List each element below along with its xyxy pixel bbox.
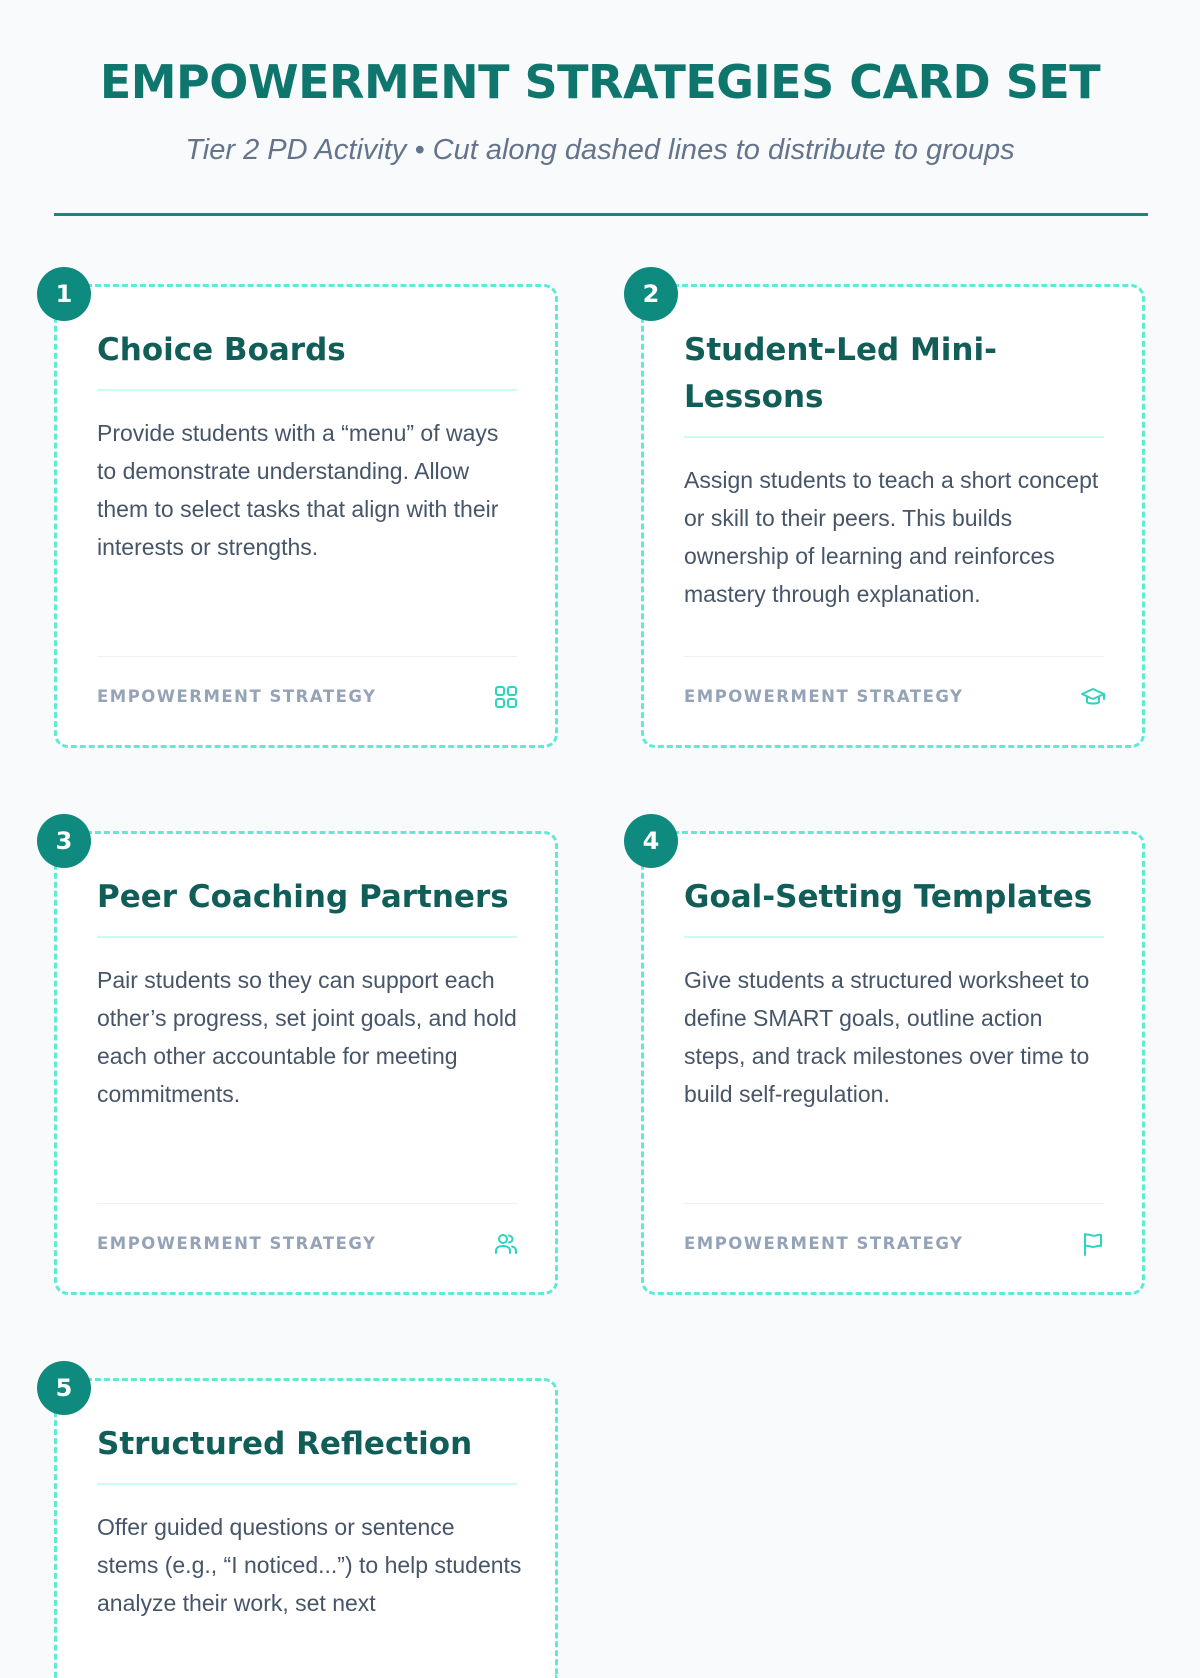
card-number-badge: 1 [37, 267, 91, 321]
strategy-card-2 [641, 280, 1145, 748]
card-number-badge: 3 [37, 814, 91, 868]
strategy-card-3 [54, 827, 558, 1295]
card-footer-divider [684, 1203, 1104, 1204]
card-footer-divider [97, 656, 517, 657]
card-title: Structured Reflection [97, 1426, 473, 1462]
card-footer-divider [97, 1203, 517, 1204]
card-category-label: EMPOWERMENT STRATEGY [684, 687, 964, 706]
card-description: Provide students with a “menu” of ways to demonstrate understanding. Allow them to select tasks that align with their interests or strengths. [97, 420, 499, 560]
strategy-card-1 [54, 280, 558, 748]
flag-icon [1080, 1231, 1106, 1257]
card-category-label: EMPOWERMENT STRATEGY [97, 687, 377, 706]
card-title-divider [97, 936, 517, 938]
card-title: Peer Coaching Partners [97, 879, 509, 915]
card-title: Student-Led Mini-Lessons [684, 332, 997, 415]
users-icon [493, 1231, 519, 1257]
card-category-label: EMPOWERMENT STRATEGY [97, 1234, 377, 1253]
card-number-badge: 4 [624, 814, 678, 868]
card-title-divider [97, 389, 517, 391]
header-divider [54, 213, 1148, 216]
graduation-cap-icon [1080, 684, 1106, 710]
card-description: Offer guided questions or sentence stems (e.g., “I noticed...”) to help students analyze their work, set next [97, 1514, 522, 1616]
strategy-card-5 [54, 1374, 558, 1678]
card-footer-divider [684, 656, 1104, 657]
card-number-badge: 2 [624, 267, 678, 321]
card-description: Assign students to teach a short concept or skill to their peers. This builds ownership of learning and reinforces mastery through explanation. [684, 467, 1099, 607]
card-description: Give students a structured worksheet to define SMART goals, outline action steps, and track milestones over time to build self-regulation. [684, 967, 1090, 1107]
card-title-divider [684, 936, 1104, 938]
card-category-label: EMPOWERMENT STRATEGY [684, 1234, 964, 1253]
strategy-card-4 [641, 827, 1145, 1295]
card-title-divider [97, 1483, 517, 1485]
card-title: Goal-Setting Templates [684, 879, 1093, 915]
card-number-badge: 5 [37, 1361, 91, 1415]
card-description: Pair students so they can support each other’s progress, set joint goals, and hold each other accountable for meeting commitments. [97, 967, 517, 1107]
card-title-divider [684, 436, 1104, 438]
page-subtitle: Tier 2 PD Activity • Cut along dashed lines to distribute to groups [185, 134, 1015, 166]
page-title: EMPOWERMENT STRATEGIES CARD SET [99, 55, 1101, 109]
grid-icon [493, 684, 519, 710]
card-title: Choice Boards [97, 332, 346, 368]
